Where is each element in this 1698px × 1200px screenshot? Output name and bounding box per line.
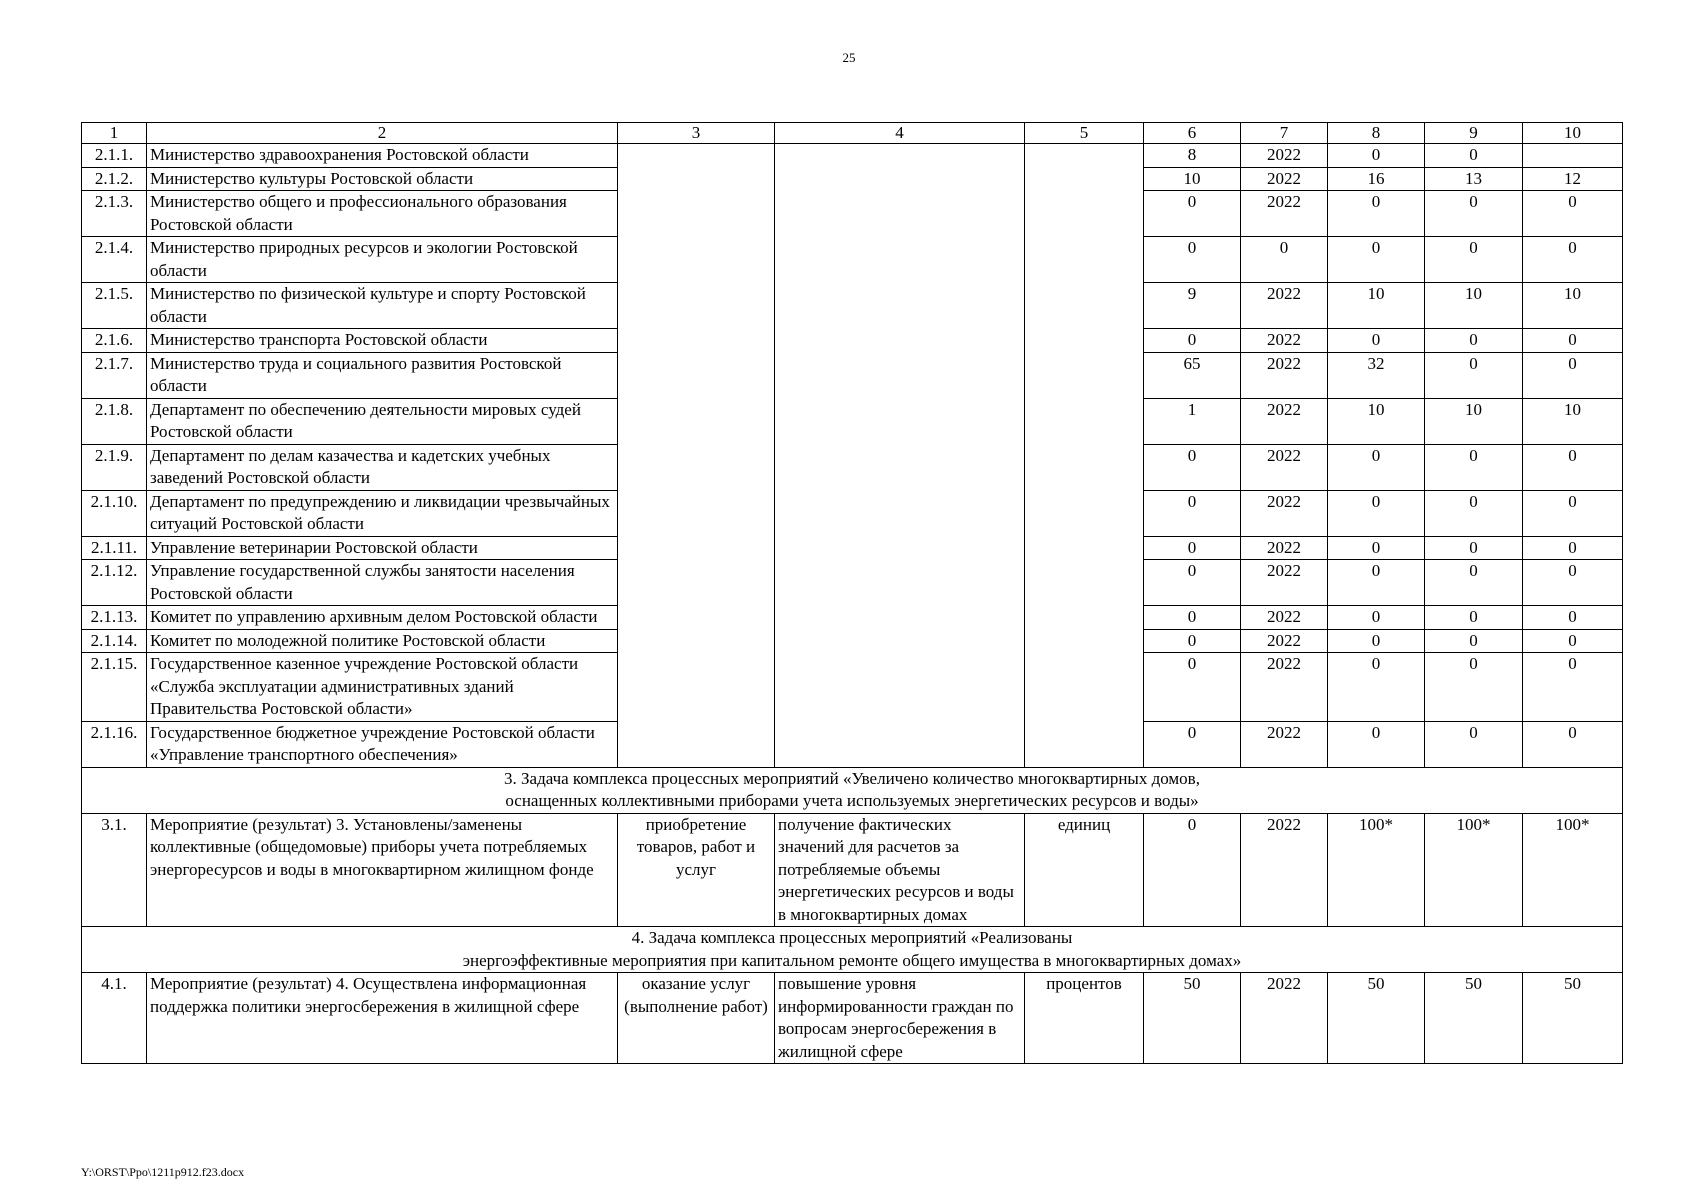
cell-col10: 100* [1523,813,1623,927]
header-col-5: 5 [1025,123,1144,144]
cell-col8: 0 [1328,560,1425,606]
cell-col10: 0 [1523,560,1623,606]
row-number: 2.1.6. [82,329,147,353]
cell-col8: 0 [1328,653,1425,722]
cell-col9: 10 [1425,398,1523,444]
cell-col7: 2022 [1241,629,1328,653]
cell-col9: 13 [1425,167,1523,191]
header-col-10: 10 [1523,123,1623,144]
row-name: Министерство природных ресурсов и экологии Ростовской области [147,237,618,283]
cell-col8: 0 [1328,606,1425,630]
row-number: 2.1.4. [82,237,147,283]
cell-col6: 0 [1144,813,1241,927]
cell-col8: 0 [1328,536,1425,560]
cell-col8: 50 [1328,973,1425,1064]
cell-col7: 2022 [1241,653,1328,722]
table-row [82,813,1623,927]
cell-col10: 0 [1523,329,1623,353]
cell-col7: 2022 [1241,560,1328,606]
row-number: 3.1. [82,813,147,927]
cell-col7: 2022 [1241,444,1328,490]
row-name: Государственное казенное учреждение Ростовской области «Служба эксплуатации административных зданий Правительства Ростовской области» [147,653,618,722]
cell-col8: 0 [1328,329,1425,353]
cell-col7: 2022 [1241,606,1328,630]
cell-col10: 0 [1523,191,1623,237]
row-number: 2.1.3. [82,191,147,237]
cell-col7: 2022 [1241,536,1328,560]
cell-col6: 0 [1144,629,1241,653]
section-4-heading [82,927,1623,973]
header-col-8: 8 [1328,123,1425,144]
cell-col9: 0 [1425,490,1523,536]
cell-col6: 50 [1144,973,1241,1064]
col3-blank [618,144,775,768]
cell-col6: 65 [1144,352,1241,398]
cell-col3: приобретение товаров, работ и услуг [618,813,775,927]
row-name: Управление ветеринарии Ростовской области [147,536,618,560]
section-3-line-1: 3. Задача комплекса процессных мероприятий «Увеличено количество многоквартирных домов, [504,768,1200,788]
cell-col9: 0 [1425,237,1523,283]
header-col-9: 9 [1425,123,1523,144]
cell-col7: 2022 [1241,167,1328,191]
cell-col8: 0 [1328,721,1425,767]
cell-col10: 0 [1523,490,1623,536]
cell-col6: 8 [1144,144,1241,168]
cell-col7: 2022 [1241,973,1328,1064]
row-number: 2.1.15. [82,653,147,722]
header-col-1: 1 [82,123,147,144]
header-col-6: 6 [1144,123,1241,144]
row-number: 2.1.5. [82,283,147,329]
file-path-footer: Y:\ORST\Ppo\1211p912.f23.docx [81,1165,245,1179]
cell-col10: 0 [1523,444,1623,490]
section-3-heading-row [82,767,1623,813]
cell-col9: 0 [1425,536,1523,560]
row-name: Министерство транспорта Ростовской области [147,329,618,353]
cell-col8: 0 [1328,490,1425,536]
cell-col8: 16 [1328,167,1425,191]
row-number: 2.1.2. [82,167,147,191]
cell-col9: 0 [1425,144,1523,168]
row-name: Мероприятие (результат) 3. Установлены/заменены коллективные (общедомовые) приборы учета потребляемых энергоресурсов и воды в многоквартирном жилищном фонде [147,813,618,927]
cell-col9: 10 [1425,283,1523,329]
section-4-line-1: 4. Задача комплекса процессных мероприятий «Реализованы [631,928,1073,947]
row-number: 2.1.16. [82,721,147,767]
row-number: 2.1.8. [82,398,147,444]
column-number-header-row [82,123,1623,144]
section-4-heading-row [82,927,1623,973]
cell-col9: 0 [1425,444,1523,490]
cell-col10: 0 [1523,536,1623,560]
row-name: Министерство по физической культуре и спорту Ростовской области [147,283,618,329]
cell-col8: 32 [1328,352,1425,398]
cell-col8: 10 [1328,398,1425,444]
cell-col4: повышение уровня информированности граждан по вопросам энергосбережения в жилищной сфере [775,973,1025,1064]
cell-col9: 0 [1425,629,1523,653]
cell-col8: 0 [1328,444,1425,490]
cell-col9: 100* [1425,813,1523,927]
cell-col6: 0 [1144,536,1241,560]
row-number: 2.1.12. [82,560,147,606]
table-row [82,144,1623,168]
cell-col10 [1523,144,1623,168]
cell-col6: 10 [1144,167,1241,191]
cell-col7: 2022 [1241,490,1328,536]
row-number: 4.1. [82,973,147,1064]
row-number: 2.1.11. [82,536,147,560]
header-col-3: 3 [618,123,775,144]
header-col-2: 2 [147,123,618,144]
row-number: 2.1.9. [82,444,147,490]
row-number: 2.1.10. [82,490,147,536]
cell-col7: 2022 [1241,329,1328,353]
row-name: Министерство здравоохранения Ростовской области [147,144,618,168]
cell-col6: 0 [1144,490,1241,536]
cell-col7: 2022 [1241,191,1328,237]
cell-col3: оказание услуг (выполнение работ) [618,973,775,1064]
cell-col6: 0 [1144,329,1241,353]
row-name: Департамент по предупреждению и ликвидации чрезвычайных ситуаций Ростовской области [147,490,618,536]
cell-col6: 0 [1144,560,1241,606]
cell-col10: 0 [1523,721,1623,767]
cell-col7: 2022 [1241,813,1328,927]
cell-col10: 12 [1523,167,1623,191]
indicators-table [81,122,1623,1064]
header-col-7: 7 [1241,123,1328,144]
row-number: 2.1.13. [82,606,147,630]
cell-col8: 0 [1328,629,1425,653]
row-number: 2.1.1. [82,144,147,168]
row-name: Комитет по управлению архивным делом Ростовской области [147,606,618,630]
row-name: Департамент по делам казачества и кадетских учебных заведений Ростовской области [147,444,618,490]
cell-col7: 2022 [1241,721,1328,767]
cell-col4: получение фактических значений для расчетов за потребляемые объемы энергетических ресурсов и воды в многоквартирных домах [775,813,1025,927]
cell-col6: 0 [1144,606,1241,630]
section-4-line-2: энергоэффективные мероприятия при капитальном ремонте общего имущества в многоквартирных домах» [462,950,1242,970]
row-name: Комитет по молодежной политике Ростовской области [147,629,618,653]
cell-col6: 0 [1144,721,1241,767]
cell-col9: 0 [1425,329,1523,353]
cell-col10: 0 [1523,629,1623,653]
cell-col5: процентов [1025,973,1144,1064]
section-3-line-2: оснащенных коллективными приборами учета используемых энергетических ресурсов и воды» [505,791,1199,810]
cell-col8: 0 [1328,237,1425,283]
cell-col7: 2022 [1241,352,1328,398]
cell-col8: 10 [1328,283,1425,329]
row-name: Мероприятие (результат) 4. Осуществлена информационная поддержка политики энергосбережения в жилищной сфере [147,973,618,1064]
cell-col6: 0 [1144,444,1241,490]
cell-col9: 0 [1425,653,1523,722]
cell-col10: 0 [1523,606,1623,630]
row-number: 2.1.14. [82,629,147,653]
page-number: 25 [842,50,856,65]
col5-blank [1025,144,1144,768]
cell-col9: 0 [1425,721,1523,767]
row-name: Министерство труда и социального развития Ростовской области [147,352,618,398]
section-3-heading [82,767,1623,813]
cell-col9: 0 [1425,606,1523,630]
cell-col8: 100* [1328,813,1425,927]
cell-col6: 1 [1144,398,1241,444]
cell-col7: 2022 [1241,144,1328,168]
row-name: Министерство культуры Ростовской области [147,167,618,191]
cell-col8: 0 [1328,191,1425,237]
cell-col7: 0 [1241,237,1328,283]
cell-col9: 0 [1425,191,1523,237]
row-name: Департамент по обеспечению деятельности мировых судей Ростовской области [147,398,618,444]
cell-col10: 50 [1523,973,1623,1064]
cell-col6: 9 [1144,283,1241,329]
row-name: Государственное бюджетное учреждение Ростовской области «Управление транспортного обеспечения» [147,721,618,767]
row-name: Управление государственной службы занятости населения Ростовской области [147,560,618,606]
cell-col8: 0 [1328,144,1425,168]
cell-col10: 10 [1523,398,1623,444]
cell-col10: 0 [1523,352,1623,398]
cell-col10: 10 [1523,283,1623,329]
cell-col6: 0 [1144,237,1241,283]
cell-col10: 0 [1523,653,1623,722]
cell-col7: 2022 [1241,283,1328,329]
cell-col7: 2022 [1241,398,1328,444]
col4-blank [775,144,1025,768]
cell-col6: 0 [1144,191,1241,237]
header-col-4: 4 [775,123,1025,144]
row-name: Министерство общего и профессионального образования Ростовской области [147,191,618,237]
cell-col9: 0 [1425,560,1523,606]
cell-col6: 0 [1144,653,1241,722]
table-row [82,973,1623,1064]
row-number: 2.1.7. [82,352,147,398]
cell-col9: 0 [1425,352,1523,398]
cell-col9: 50 [1425,973,1523,1064]
cell-col5: единиц [1025,813,1144,927]
cell-col10: 0 [1523,237,1623,283]
